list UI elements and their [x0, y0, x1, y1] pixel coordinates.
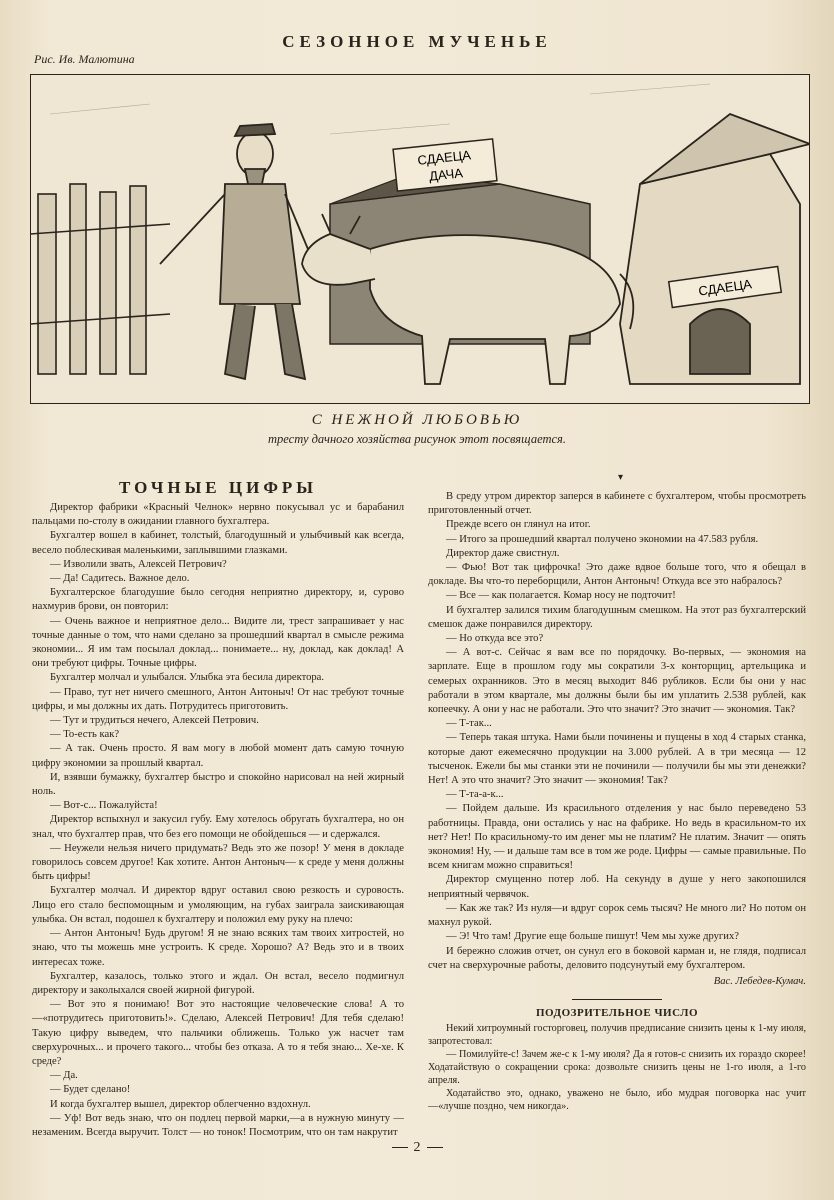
paragraph: — Тут и трудиться нечего, Алексей Петрович. [50, 715, 259, 727]
paragraph: — Право, тут нет ничего смешного, Антон Антоныч! От нас требуют точные цифры, и мы должны их дать. Потрудитесь приготовить. [32, 686, 404, 712]
paragraph: — Теперь такая штука. Нами были починены и пущены в ход 4 старых станка, которые дают ежемесячно продукции на 3.000 рублей. А в три месяца — 12 тысченок. Ежели бы мы станки эти не починили — получили бы мы эти денежки? Нет! А это что значит? Это значит — экономия! Так? [428, 732, 806, 787]
paragraph: — Да! Садитесь. Важное дело. [50, 573, 190, 585]
paragraph: Директор фабрики «Красный Челнок» нервно покусывал ус и барабанил пальцами по-столу в ожидании главного бухгалтера. [32, 502, 404, 528]
paragraph: — А вот-с. Сейчас я вам все по порядочку. Во-первых, — экономия на зарплате. Еще в прошлом году мы сократили 3-х конторщиц, aртельщика и семерых охранников. Это в месяц выходит 846 рубликов. Если бы они у нас работали в этом квартале, мы должны были бы им уплатить 2.538 рублей, как копеечку. А они у нас не работали. Это что значит? Это значит — экономия. Так? [428, 647, 806, 716]
article-title: ТОЧНЫЕ ЦИФРЫ [118, 478, 318, 497]
paragraph: Некий хитроумный госторговец, получив предписание снизить цены к 1-му июля, запротестовал: [428, 1023, 806, 1048]
paragraph: — Да. [50, 1070, 78, 1082]
paragraph: — А так. Очень просто. Я вам могу в любой момент дать самую точную цифру экономии за прошлый квартал. [32, 743, 404, 769]
paragraph: — Э! Что там! Другие еще больше пишут! Чем мы хуже других? [446, 931, 739, 943]
paragraph: И когда бухгалтер вышел, директор облегченно вздохнул. [50, 1098, 311, 1110]
paragraph: — То-есть как? [50, 729, 120, 741]
caption-dedication: тресту дачного хозяйства рисунок этот посвящается. [268, 432, 566, 446]
paragraph: — Т-та-а-к... [446, 789, 504, 801]
paragraph: Бухгалтерское благодушие было сегодня неприятно директору, и, сурово нахмурив брови, он повторил: [32, 587, 404, 613]
paragraph: — Итого за прошедший квартал получено экономии на 47.583 рубля. [446, 533, 759, 545]
paragraph: Директор вспыхнул и закусил губу. Ему хотелось обругать бухгалтера, но он знал, что бухгалтер прав, что без его помощи не обойдешься — и сдержался. [32, 814, 404, 840]
paragraph: Ходатайство это, однако, уважено не было, ибо мудрая поговорка нас учит—«лучше поздно, чем никогда». [428, 1088, 806, 1113]
paragraph: — Уф! Вот ведь знаю, что он подлец первой марки,—а в нужную минуту — незаменим. Всегда выручит. Толст — но тонок! Посмотрим, что он там накрутит [32, 1112, 404, 1138]
page-number-text: 2 [413, 1140, 421, 1155]
sidebar-body [428, 1022, 806, 1113]
paragraph: Бухгалтер вошел в кабинет, толстый, благодушный и улыбчивый как всегда, весело поблескивая маленькими, заплывшими глазками. [32, 530, 404, 556]
paragraph: И бухгалтер залился тихим благодушным смешком. На этот раз бухгалтерский смешок даже понравился директору. [428, 604, 806, 630]
illustration-credit: Рис. Ив. Малютина [34, 52, 135, 66]
paragraph: Бухгалтер молчал и улыбался. Улыбка эта бесила директора. [50, 672, 325, 684]
paragraph: — Антон Антоныч! Будь другом! Я не знаю всяких там твоих хитростей, но знаю, что ты можешь мне устроить. К среде. Хорошо? А? Ведь это и в твоих интересах тоже. [32, 928, 404, 968]
article-right-column [428, 490, 806, 1113]
page-number [0, 1140, 834, 1156]
paragraph: — Очень важное и неприятное дело... Видите ли, трест запрашивает у нас точные данные о том, что нами сделано за прошедший квартал в смысле режима экономии... Я им там посылал доклад... понимаете... ну, доклад, как доклад! А они требуют цифры. Точные цифры. [32, 615, 404, 670]
paragraph: — Вот это я понимаю! Вот это настоящие человеческие слова! А то —«потрудитесь приготовить!». Сделаю, Алексей Петрович! Для тебя сделаю! Такую цифру выведем, что пальчики оближешь. Только уж насчет там сверхурочных... и прочего такого... чтобы без отказа. А то я тебя знаю... Хе-хе. К среде? [32, 999, 404, 1067]
dacha-sign-line2: ДАЧА [428, 165, 464, 184]
article-left-column [32, 501, 404, 1140]
author-signature: Вас. Лебедев-Кумач. [713, 975, 806, 987]
paragraph: — Изволили звать, Алексей Петрович? [50, 558, 227, 570]
paragraph: — Вот-с... Пожалуйста! [50, 800, 158, 812]
sidebar-title: ПОДОЗРИТЕЛЬНОЕ ЧИСЛО [535, 1007, 699, 1020]
caption-headline: С НЕЖНОЙ ЛЮБОВЬЮ [311, 412, 523, 428]
paragraph: И, взявши бумажку, бухгалтер быстро и спокойно нарисовал на ней жирный ноль. [32, 771, 404, 798]
paragraph: — Как же так? Из нуля—и вдруг сорок семь тысяч? Не много ли? Но потом он махнул рукой. [428, 902, 806, 929]
paragraph: Директор даже свистнул. [446, 547, 560, 559]
paragraph: Бухгалтер молчал. И директор вдруг оставил свою резкость и суровость. Лицо его стало беспомощным и умоляющим, на губах заиграла заискивающая улыбка. Он встал, подошел к бухгалтеру и положил ему руку на плечо: [32, 885, 404, 925]
page-heading: СЕЗОННОЕ МУЧЕНЬЕ [282, 32, 552, 51]
ornament: ▾ [618, 472, 624, 483]
paragraph: — Т-так... [446, 718, 492, 730]
paragraph: — Будет сделано! [50, 1084, 131, 1096]
paragraph: Директор смущенно потер лоб. На секунду в душе у него закопошился неприятный червячок. [428, 874, 806, 900]
paragraph: — Неужели нельзя ничего придумать? Ведь это же позор! У меня в докладе говорилось совсем другое! Как хотите. Антон Антоныч— к среде у меня должны быть цифры! [32, 842, 404, 883]
cartoon-illustration [30, 74, 810, 404]
paragraph: В среду утром директор заперся в кабинете с бухгалтером, чтобы просмотреть приготовленный отчет. [428, 491, 806, 517]
dacha-sign-line1: СДАЕЦА [416, 147, 472, 168]
divider [392, 1147, 408, 1148]
kennel-sign-text: СДАЕЦА [697, 276, 753, 299]
paragraph: — Все — как полагается. Комар носу не подточит! [446, 590, 676, 602]
paragraph: — Помилуйте-с! Зачем же-с к 1-му июля? Да я готов-с снизить их гораздо скорее! Ходатайствую о сокращении срока: дозвольте снизить цены не 1-го июля, а 1-го апреля. [428, 1049, 806, 1087]
divider [427, 1147, 443, 1148]
paragraph: — Но откуда все это? [446, 633, 544, 645]
paragraph: — Фью! Вот так цифрочка! Это даже вдвое больше того, что я обещал в докладе. Вы что-то переборщили, Антон Антоныч! Откуда все это набралось? [428, 562, 806, 588]
divider [572, 999, 662, 1000]
paragraph: Прежде всего он глянул на итог. [446, 519, 591, 531]
paragraph: И бережно сложив отчет, он сунул его в боковой карман и, не глядя, подписал счет на сверхурочные работы, деловито подсунутый ему бухгалтером. [428, 945, 806, 971]
paragraph: — Пойдем дальше. Из красильного отделения у нас было переведено 53 работницы. Правда, они остались у нас на фабрике. Но ведь в красильном-то их нет? Нет! По красильному-то им денег мы не платим? Не платим. Значит — опять экономия! Ну, — и дальше там все в том же роде. Цифры — самые правильные. По всем книгам можно справиться! [428, 803, 806, 872]
paragraph: Бухгалтер, казалось, только этого и ждал. Он встал, весело подмигнул директору и заколыхался своей жирной фигурой. [32, 970, 404, 996]
